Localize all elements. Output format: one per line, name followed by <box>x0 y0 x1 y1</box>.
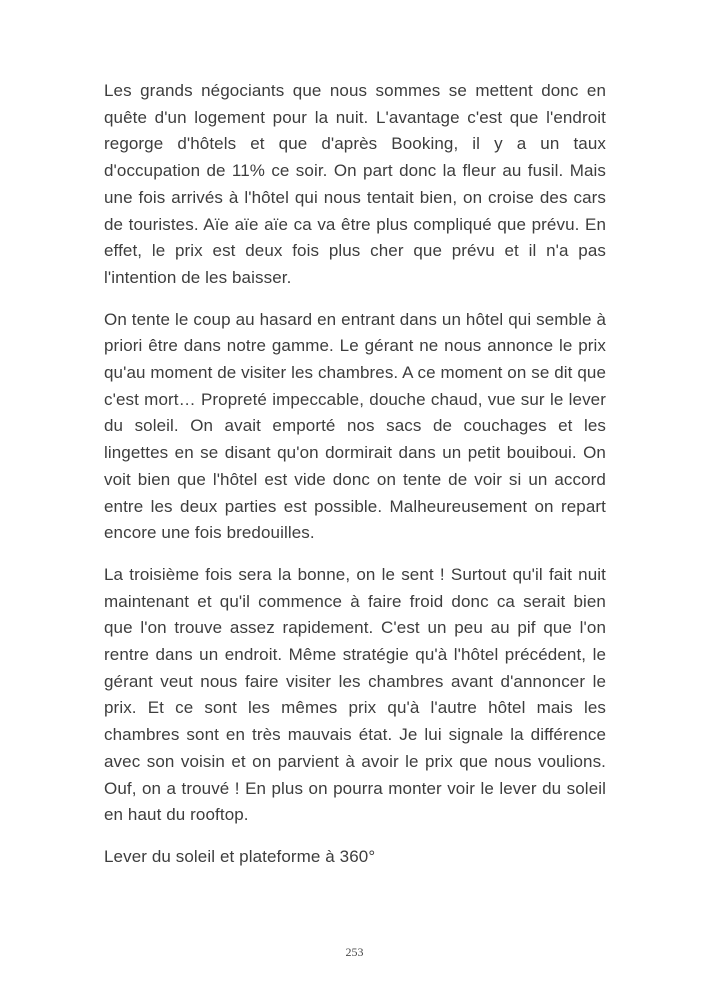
paragraph-3: La troisième fois sera la bonne, on le sent ! Surtout qu'il fait nuit maintenant et qu'il commence à faire froid donc ca serait bien que l'on trouve assez rapidement. C'est un peu au pif que l'on rentre dans un endroit. Même stratégie qu'à l'hôtel précédent, le gérant veut nous faire visiter les chambres avant d'annoncer le prix. Et ce sont les mêmes prix qu'à l'autre hôtel mais les chambres sont en très mauvais état. Je lui signale la différence avec son voisin et on parvient à avoir le prix que nous voulions. Ouf, on a trouvé ! En plus on pourra monter voir le lever du soleil en haut du rooftop. <box>104 564 606 825</box>
page-number: 253 <box>345 945 364 959</box>
section-closing-line: Lever du soleil et plateforme à 360° <box>104 846 376 866</box>
paragraph-1: Les grands négociants que nous sommes se mettent donc en quête d'un logement pour la nuit. L'avantage c'est que l'endroit regorge d'hôtels et que d'après Booking, il y a un taux d'occupation de 11% ce soir. On part donc la fleur au fusil. Mais une fois arrivés à l'hôtel qui nous tentait bien, on croise des cars de touristes. Aïe aïe aïe ca va être plus compliqué que prévu. En effet, le prix est deux fois plus cher que prévu et il n'a pas l'intention de les baisser. <box>104 81 606 287</box>
page-content <box>104 78 606 871</box>
paragraph-2: On tente le coup au hasard en entrant dans un hôtel qui semble à priori être dans notre gamme. Le gérant ne nous annonce le prix qu'au moment de visiter les chambres. A ce moment on se dit que c'est mort… Propreté impeccable, douche chaud, vue sur le lever du soleil. On avait emporté nos sacs de couchages et les lingettes en se disant qu'on dormirait dans un petit bouiboui. On voit bien que l'hôtel est vide donc on tente de voir si un accord entre les deux parties est possible. Malheureusement on repart encore une fois bredouilles. <box>104 309 606 543</box>
